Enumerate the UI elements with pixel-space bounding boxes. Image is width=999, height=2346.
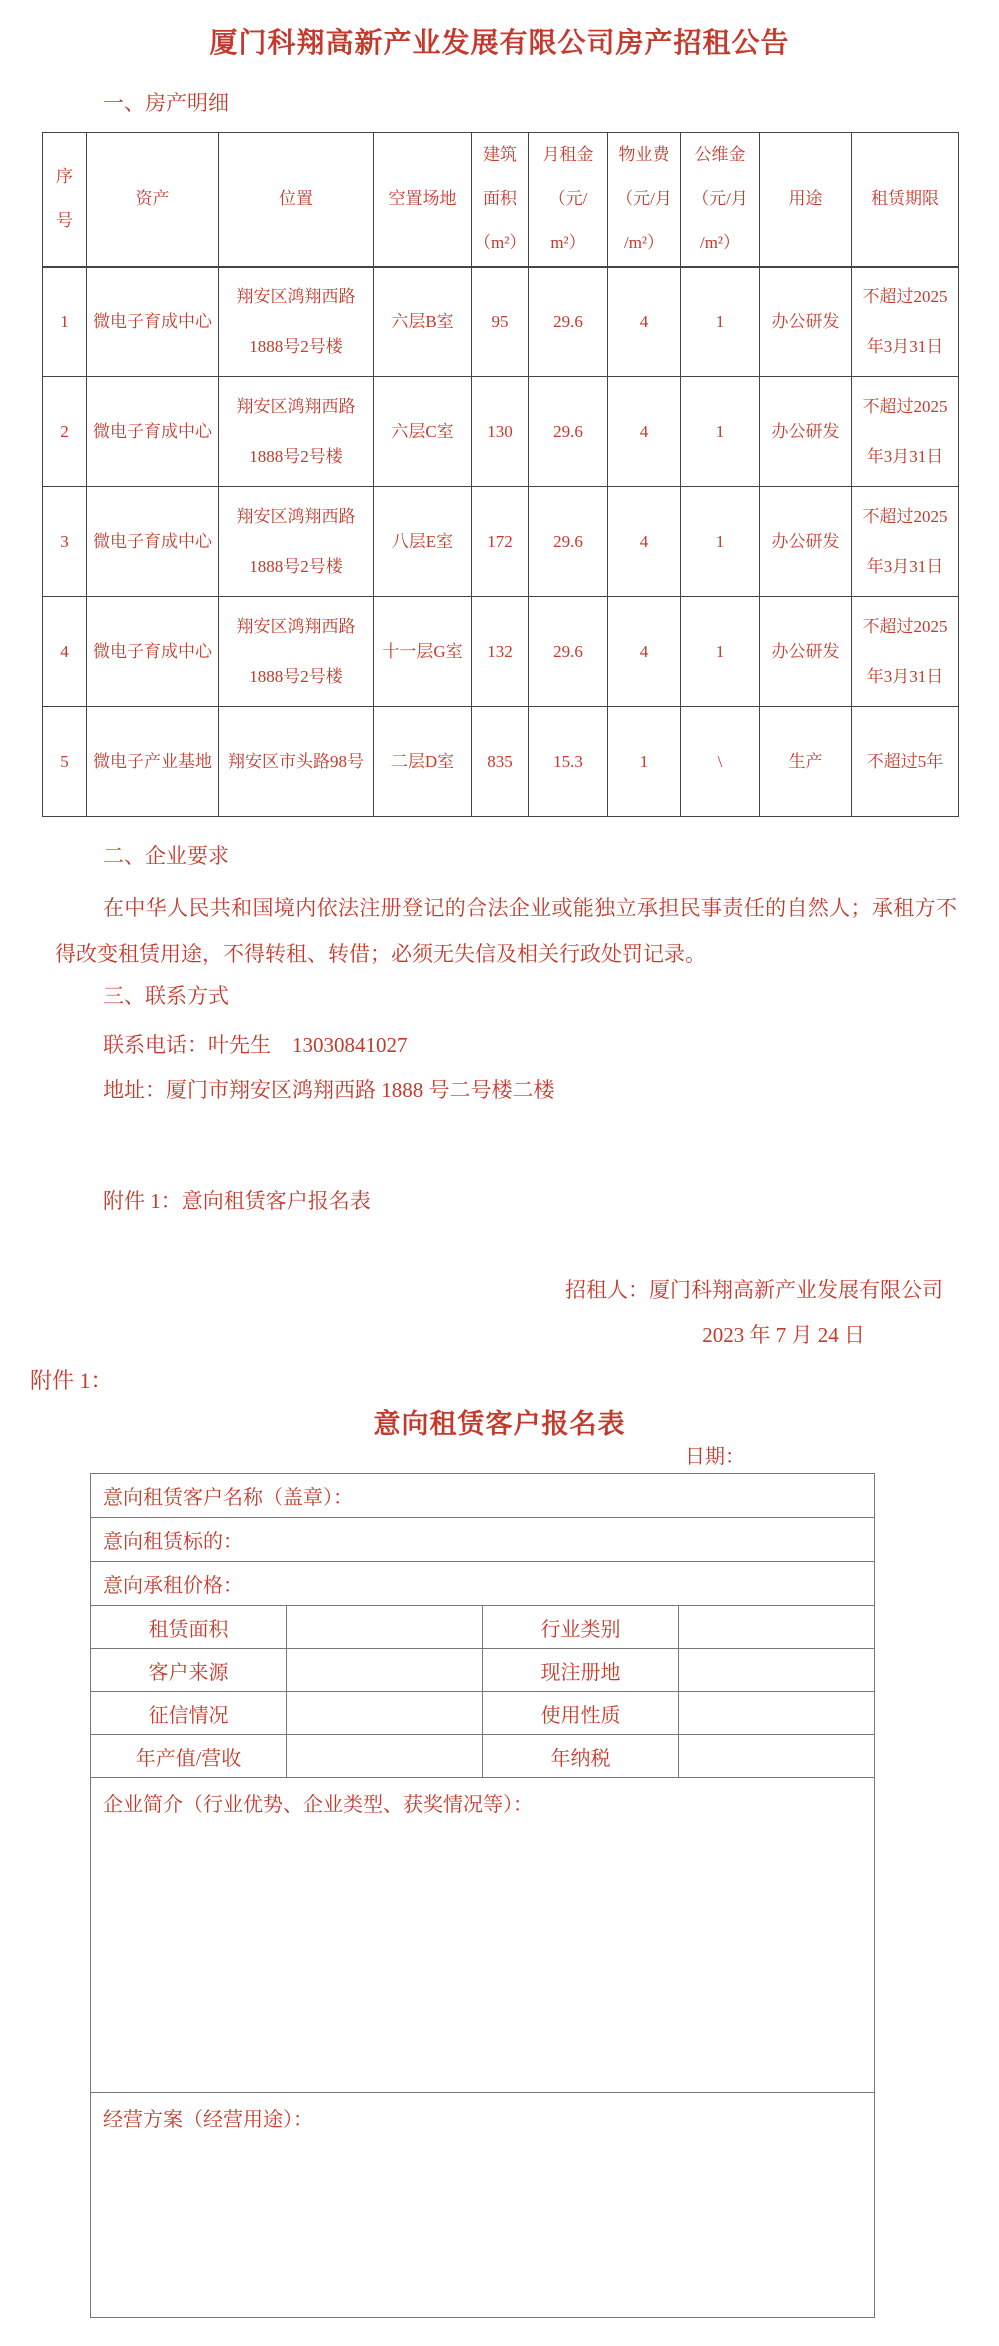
form-label: 年纳税 bbox=[483, 1735, 679, 1778]
table-row bbox=[43, 377, 959, 487]
table-cell: 1 bbox=[608, 707, 681, 817]
table-cell: 八层E室 bbox=[374, 487, 472, 597]
header-cell-lease-term: 租赁期限 bbox=[852, 133, 959, 267]
header-cell-vacant: 空置场地 bbox=[374, 133, 472, 267]
table-cell: 172 bbox=[472, 487, 529, 597]
form-label: 意向承租价格： bbox=[91, 1562, 875, 1606]
attachment-label: 附件 1： bbox=[30, 1368, 113, 1393]
form-label: 客户来源 bbox=[91, 1649, 287, 1692]
table-cell: 二层D室 bbox=[374, 707, 472, 817]
table-cell: 130 bbox=[472, 377, 529, 487]
table-cell: 4 bbox=[608, 487, 681, 597]
table-cell: 132 bbox=[472, 597, 529, 707]
form-row-lease-subject bbox=[91, 1518, 875, 1562]
table-cell: 微电子育成中心 bbox=[87, 487, 219, 597]
section-heading-contact: 三、联系方式 bbox=[103, 984, 229, 1008]
form-label: 经营方案（经营用途）： bbox=[91, 2093, 875, 2318]
table-cell: 办公研发 bbox=[760, 377, 852, 487]
table-cell: 办公研发 bbox=[760, 267, 852, 377]
application-form-table bbox=[90, 1473, 875, 2318]
table-cell: 办公研发 bbox=[760, 487, 852, 597]
attachment-reference-line: 附件 1：意向租赁客户报名表 bbox=[103, 1189, 371, 1213]
section-heading-property-details: 一、房产明细 bbox=[103, 91, 229, 115]
table-cell: 29.6 bbox=[529, 267, 608, 377]
form-row-output-tax bbox=[91, 1735, 875, 1778]
table-cell: 4 bbox=[608, 597, 681, 707]
signature-date: 2023 年 7 月 24 日 bbox=[702, 1323, 865, 1347]
form-value-cell bbox=[679, 1649, 875, 1692]
table-cell: 29.6 bbox=[529, 487, 608, 597]
table-cell: 15.3 bbox=[529, 707, 608, 817]
table-cell: 1 bbox=[681, 377, 760, 487]
table-cell: 不超过2025 年3月31日 bbox=[852, 377, 959, 487]
table-cell: 不超过2025 年3月31日 bbox=[852, 597, 959, 707]
form-value-cell bbox=[287, 1735, 483, 1778]
table-row bbox=[43, 707, 959, 817]
form-label: 意向租赁客户名称（盖章）： bbox=[91, 1474, 875, 1518]
page-title: 厦门科翔高新产业发展有限公司房产招租公告 bbox=[209, 28, 790, 59]
table-cell: 835 bbox=[472, 707, 529, 817]
form-value-cell bbox=[287, 1692, 483, 1735]
form-label: 企业简介（行业优势、企业类型、获奖情况等）： bbox=[91, 1778, 875, 2093]
header-cell-mgmt-fee: 物业费 （元/月 /m²） bbox=[608, 133, 681, 267]
property-table bbox=[42, 132, 959, 817]
table-cell: 微电子产业基地 bbox=[87, 707, 219, 817]
header-cell-index: 序 号 bbox=[43, 133, 87, 267]
table-cell: 六层C室 bbox=[374, 377, 472, 487]
table-cell: 1 bbox=[681, 597, 760, 707]
table-cell: 翔安区鸿翔西路 1888号2号楼 bbox=[219, 597, 374, 707]
section-heading-enterprise-requirements: 二、企业要求 bbox=[103, 844, 229, 868]
form-label: 意向租赁标的： bbox=[91, 1518, 875, 1562]
form-value-cell bbox=[679, 1692, 875, 1735]
header-cell-usage: 用途 bbox=[760, 133, 852, 267]
form-row-credit-usage bbox=[91, 1692, 875, 1735]
table-cell: 4 bbox=[43, 597, 87, 707]
form-label: 租赁面积 bbox=[91, 1606, 287, 1649]
table-cell: 微电子育成中心 bbox=[87, 267, 219, 377]
form-row-source-registration bbox=[91, 1649, 875, 1692]
requirements-paragraph: 在中华人民共和国境内依法注册登记的合法企业或能独立承担民事责任的自然人；承租方不得改变租赁用途，不得转租、转借；必须无失信及相关行政处罚记录。 bbox=[55, 896, 957, 966]
table-cell: 1 bbox=[681, 487, 760, 597]
form-label: 行业类别 bbox=[483, 1606, 679, 1649]
form-value-cell bbox=[679, 1735, 875, 1778]
table-cell: 办公研发 bbox=[760, 597, 852, 707]
form-row-company-profile bbox=[91, 1778, 875, 2093]
header-cell-location: 位置 bbox=[219, 133, 374, 267]
header-cell-area: 建筑 面积 （m²） bbox=[472, 133, 529, 267]
table-cell: 5 bbox=[43, 707, 87, 817]
table-cell: 1 bbox=[43, 267, 87, 377]
table-cell: 2 bbox=[43, 377, 87, 487]
table-cell: 翔安区鸿翔西路 1888号2号楼 bbox=[219, 377, 374, 487]
form-value-cell bbox=[287, 1649, 483, 1692]
table-cell: 六层B室 bbox=[374, 267, 472, 377]
table-cell: 95 bbox=[472, 267, 529, 377]
table-cell: 生产 bbox=[760, 707, 852, 817]
table-row bbox=[43, 267, 959, 377]
table-cell: 1 bbox=[681, 267, 760, 377]
table-cell: 4 bbox=[608, 267, 681, 377]
form-value-cell bbox=[679, 1606, 875, 1649]
table-cell: 不超过5年 bbox=[852, 707, 959, 817]
header-cell-maint-fee: 公维金 （元/月 /m²） bbox=[681, 133, 760, 267]
table-cell: 翔安区鸿翔西路 1888号2号楼 bbox=[219, 487, 374, 597]
form-date-label: 日期： bbox=[685, 1446, 745, 1468]
signer-line: 招租人：厦门科翔高新产业发展有限公司 bbox=[565, 1278, 943, 1302]
table-cell: 翔安区市头路98号 bbox=[219, 707, 374, 817]
form-row-intended-price bbox=[91, 1562, 875, 1606]
table-cell: 不超过2025 年3月31日 bbox=[852, 267, 959, 377]
table-cell: \ bbox=[681, 707, 760, 817]
property-table-header-row bbox=[43, 133, 959, 267]
application-form-title: 意向租赁客户报名表 bbox=[373, 1409, 626, 1439]
form-row-business-plan bbox=[91, 2093, 875, 2318]
form-label: 使用性质 bbox=[483, 1692, 679, 1735]
form-label: 现注册地 bbox=[483, 1649, 679, 1692]
table-cell: 翔安区鸿翔西路 1888号2号楼 bbox=[219, 267, 374, 377]
form-row-area-industry bbox=[91, 1606, 875, 1649]
header-cell-asset: 资产 bbox=[87, 133, 219, 267]
table-cell: 29.6 bbox=[529, 597, 608, 707]
table-cell: 29.6 bbox=[529, 377, 608, 487]
contact-phone-line: 联系电话：叶先生 13030841027 bbox=[103, 1033, 408, 1057]
application-form-area bbox=[90, 1443, 875, 2318]
form-label: 征信情况 bbox=[91, 1692, 287, 1735]
table-cell: 微电子育成中心 bbox=[87, 377, 219, 487]
form-row-client-name bbox=[91, 1474, 875, 1518]
contact-address-line: 地址：厦门市翔安区鸿翔西路 1888 号二号楼二楼 bbox=[103, 1078, 555, 1102]
property-table-wrapper bbox=[42, 132, 958, 817]
form-label: 年产值/营收 bbox=[91, 1735, 287, 1778]
form-value-cell bbox=[287, 1606, 483, 1649]
table-cell: 十一层G室 bbox=[374, 597, 472, 707]
table-row bbox=[43, 597, 959, 707]
table-cell: 4 bbox=[608, 377, 681, 487]
table-row bbox=[43, 487, 959, 597]
header-cell-rent: 月租金 （元/ m²） bbox=[529, 133, 608, 267]
table-cell: 3 bbox=[43, 487, 87, 597]
table-cell: 微电子育成中心 bbox=[87, 597, 219, 707]
table-cell: 不超过2025 年3月31日 bbox=[852, 487, 959, 597]
